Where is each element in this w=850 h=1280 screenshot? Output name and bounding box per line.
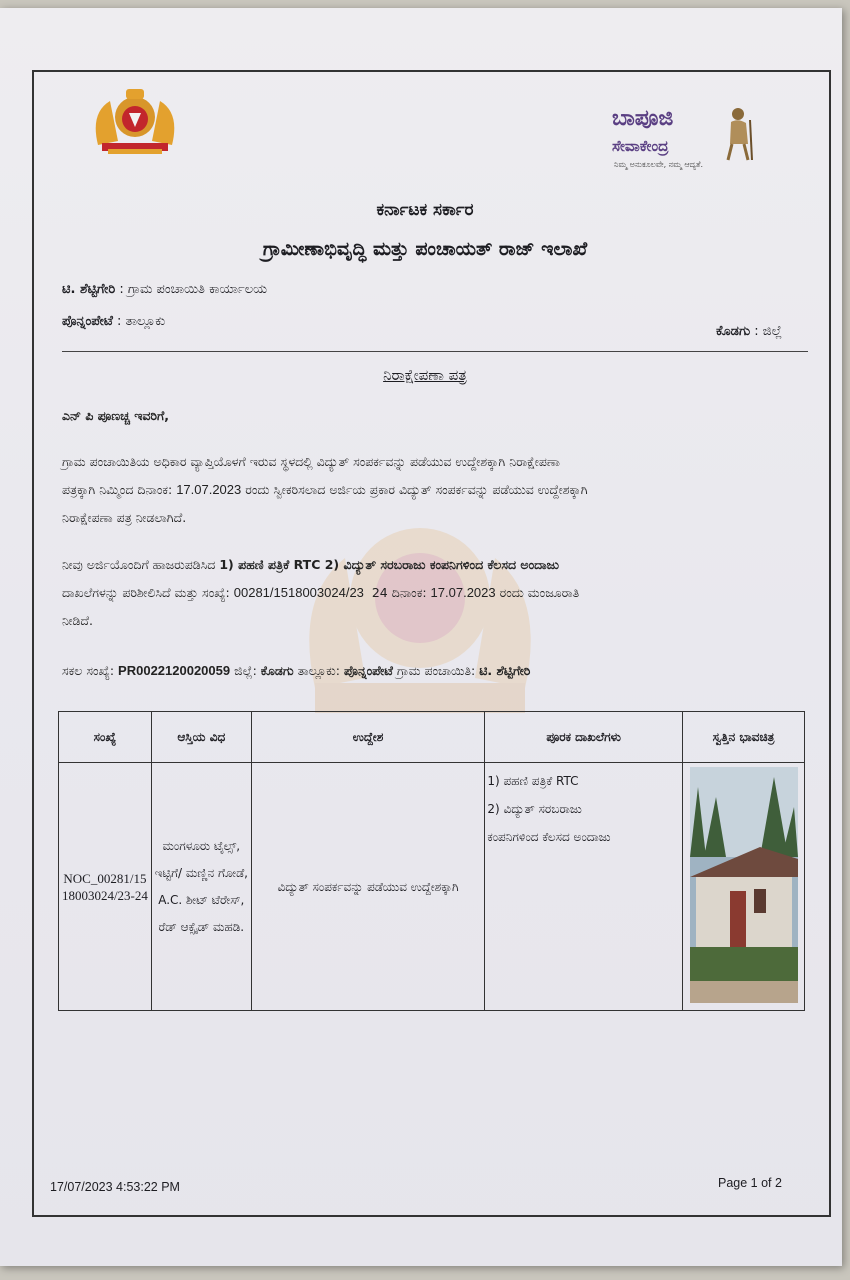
office-line xyxy=(62,282,267,297)
unified-district: ಕೊಡಗು xyxy=(260,663,294,678)
logo-line1: ಬಾಪೂಜಿ xyxy=(612,106,674,131)
cell-property-type: ಮಂಗಳೂರು ಟೈಲ್ಸ್, ಇಟ್ಟಿಗೆ/ ಮಣ್ಣಿನ ಗೋಡೆ, A.C. ಶೀಟ್ ಟೆರೇಸ್, ರೆಡ್ ಆಕ್ಸೈಡ್ ಮಹಡಿ. xyxy=(151,763,251,1011)
document-item-3: ಕಂಪನಿಗಳಿಂದ ಕೆಲಸದ ಅಂದಾಜು xyxy=(487,830,611,844)
department-title: ಗ್ರಾಮೀಣಾಭಿವೃದ್ಧಿ ಮತ್ತು ಪಂಚಾಯತ್ ರಾಜ್ ಇಲಾಖೆ xyxy=(262,238,588,260)
unified-taluk: ಪೊನ್ನಂಪೇಟೆ xyxy=(343,663,393,678)
addressee: ಎನ್ ಪಿ ಪೂಣಚ್ಚ ಇವರಿಗೆ, xyxy=(62,408,169,423)
unified-number-line xyxy=(62,663,530,679)
para1-line2 xyxy=(62,482,588,498)
unified-number: PR0022120020059 xyxy=(118,663,231,678)
cell-purpose: ವಿದ್ಯುತ್ ಸಂಪರ್ಕವನ್ನು ಪಡೆಯುವ ಉದ್ದೇಶಕ್ಕಾಗಿ xyxy=(251,763,485,1011)
district-suffix: : ಜಿಲ್ಲೆ xyxy=(750,324,782,339)
para2-line3: ನೀಡಿದೆ. xyxy=(62,613,93,628)
para2-date-label: 24 ದಿನಾಂಕ: xyxy=(371,585,427,600)
para1-line2-start: ಪತ್ರಕ್ಕಾಗಿ ನಿಮ್ಮಿಂದ ದಿನಾಂಕ: xyxy=(62,482,173,497)
table-header-row xyxy=(59,712,805,763)
para2-line2-start: ದಾಖಲೆಗಳನ್ನು ಪರಿಶೀಲಿಸಿದೆ ಮತ್ತು ಸಂಖ್ಯೆ: xyxy=(62,585,230,600)
office-suffix: : ಗ್ರಾಮ ಪಂಚಾಯಿತಿ ಕಾರ್ಯಾಲಯ xyxy=(115,282,268,297)
gandhi-figure-icon xyxy=(722,106,756,162)
document-item-2: 2) ವಿದ್ಯುತ್ ಸರಬರಾಜು xyxy=(487,802,582,816)
logo-line2: ಸೇವಾಕೇಂದ್ರ xyxy=(612,137,669,155)
approval-number: 00281/1518003024/23 xyxy=(233,585,364,600)
approval-date: 17.07.2023 xyxy=(430,585,496,600)
para1-date: 17.07.2023 xyxy=(176,482,242,497)
district-line xyxy=(716,324,782,339)
unified-district-label: ಜಿಲ್ಲೆ: xyxy=(234,663,257,678)
para2-line2-end: ರಂದು ಮಂಜೂರಾತಿ xyxy=(499,585,580,600)
para2-line1-start: ನೀವು ಅರ್ಜಿಯೊಂದಿಗೆ ಹಾಜರುಪಡಿಸಿದ xyxy=(62,557,216,572)
para2-line2 xyxy=(62,585,579,601)
document-page xyxy=(0,8,842,1266)
table-row xyxy=(59,763,805,1011)
government-title: ಕರ್ನಾಟಕ ಸರ್ಕಾರ xyxy=(376,200,474,220)
col-header-property-type: ಆಸ್ತಿಯ ವಿಧ xyxy=(151,712,251,763)
col-header-purpose: ಉದ್ದೇಶ xyxy=(251,712,485,763)
taluk-suffix: : ತಾಲ್ಲೂಕು xyxy=(112,314,166,329)
bapuji-sevakendra-logo xyxy=(612,106,762,182)
unified-gp: ಟಿ. ಶೆಟ್ಟಿಗೇರಿ xyxy=(479,663,531,678)
col-header-photo: ಸ್ವತ್ತಿನ ಭಾವಚಿತ್ರ xyxy=(683,712,805,763)
letter-subject: ನಿರಾಕ್ಷೇಪಣಾ ಪತ್ರ xyxy=(383,366,467,384)
para1-line3: ನಿರಾಕ್ಷೇಪಣಾ ಪತ್ರ ನೀಡಲಾಗಿದೆ. xyxy=(62,510,187,525)
cell-documents xyxy=(485,763,683,1011)
para2-line1 xyxy=(62,557,559,573)
print-timestamp: 17/07/2023 4:53:22 PM xyxy=(50,1180,180,1194)
logo-tagline: ನಿಮ್ಮ ಅನುಕೂಲವೇ, ನಮ್ಮ ಆದ್ಯತೆ. xyxy=(614,160,704,169)
office-name: ಟಿ. ಶೆಟ್ಟಿಗೇರಿ xyxy=(62,282,116,297)
taluk-name: ಪೊನ್ನಂಪೇಟೆ xyxy=(62,314,113,329)
karnataka-emblem-icon xyxy=(88,83,182,157)
header-divider xyxy=(62,351,808,352)
page-indicator: Page 1 of 2 xyxy=(718,1176,782,1190)
cell-photo xyxy=(683,763,805,1011)
unified-label: ಸಕಲ ಸಂಖ್ಯೆ: xyxy=(62,663,115,678)
cell-noc-number: NOC_00281/1518003024/23-24 xyxy=(59,763,152,1011)
taluk-line xyxy=(62,314,165,329)
noc-details-table xyxy=(58,711,805,1011)
unified-taluk-label: ತಾಲ್ಲೂಕು: xyxy=(297,663,340,678)
col-header-documents: ಪೂರಕ ದಾಖಲೆಗಳು xyxy=(485,712,683,763)
para1-line2-end: ರಂದು ಸ್ವೀಕರಿಸಲಾದ ಅರ್ಜಿಯ ಪ್ರಕಾರ ವಿದ್ಯುತ್ ಸಂಪರ್ಕವನ್ನು ಪಡೆಯುವ ಉದ್ದೇಶಕ್ಕಾಗಿ xyxy=(245,482,588,497)
district-name: ಕೊಡಗು xyxy=(716,324,751,339)
unified-gp-label: ಗ್ರಾಮ ಪಂಚಾಯಿತಿ: xyxy=(396,663,476,678)
col-header-number: ಸಂಖ್ಯೆ xyxy=(59,712,152,763)
property-photo xyxy=(690,767,798,1003)
para2-documents: 1) ಪಹಣಿ ಪತ್ರಿಕೆ RTC 2) ವಿದ್ಯುತ್ ಸರಬರಾಜು ಕಂಪನಿಗಳಿಂದ ಕೆಲಸದ ಅಂದಾಜು xyxy=(219,557,560,572)
document-item-1: 1) ಪಹಣಿ ಪತ್ರಿಕೆ RTC xyxy=(487,774,579,788)
para1-line1: ಗ್ರಾಮ ಪಂಚಾಯಿತಿಯ ಅಧಿಕಾರ ವ್ಯಾಪ್ತಿಯೊಳಗೆ ಇರುವ ಸ್ಥಳದಲ್ಲಿ ವಿದ್ಯುತ್ ಸಂಪರ್ಕವನ್ನು ಪಡೆಯುವ ಉದ್ದೇಶಕ್ಕಾಗಿ ನಿರಾಕ್ಷೇಪಣಾ xyxy=(62,454,560,469)
